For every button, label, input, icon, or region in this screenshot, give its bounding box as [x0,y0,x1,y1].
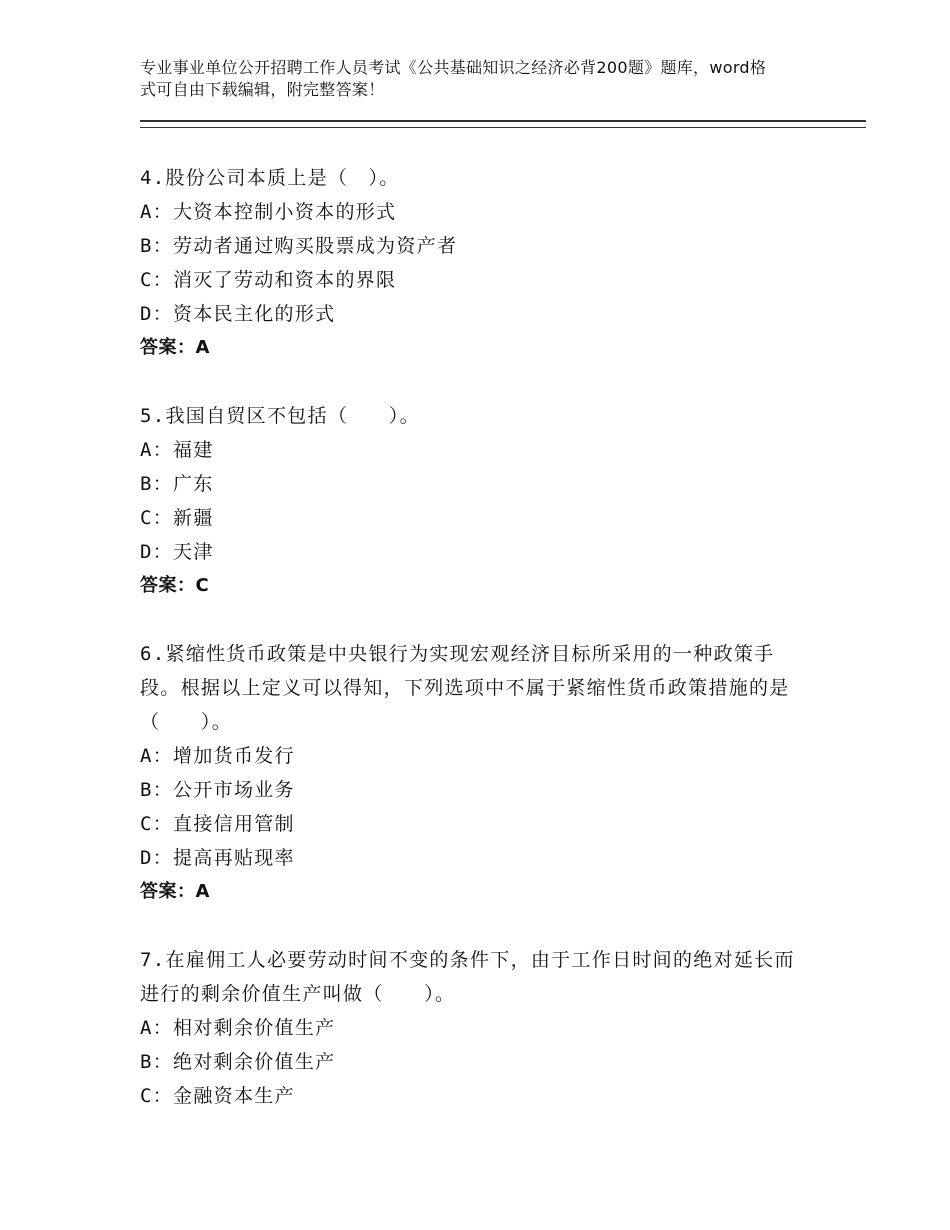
option-b: B：劳动者通过购买股票成为资产者 [140,235,458,257]
option-a: A：相对剩余价值生产 [140,1017,336,1039]
option-b: B：广东 [140,473,214,495]
option-b: B：公开市场业务 [140,779,295,801]
question-list [140,161,820,1147]
option-a: A：福建 [140,439,214,461]
question-5 [140,399,820,603]
question-4 [140,161,820,365]
question-stem: 4.股份公司本质上是（ ）。 [140,167,400,189]
option-d: D：天津 [140,541,214,563]
option-d: D：提高再贴现率 [140,847,295,869]
option-c: C：直接信用管制 [140,813,295,835]
option-a: A：增加货币发行 [140,745,295,767]
header-divider [140,120,866,128]
question-stem: 7.在雇佣工人必要劳动时间不变的条件下，由于工作日时间的绝对延长而进行的剩余价值生产叫做（ ）。 [140,949,795,1005]
option-c: C：金融资本生产 [140,1085,295,1107]
question-7 [140,943,820,1113]
question-stem: 6.紧缩性货币政策是中央银行为实现宏观经济目标所采用的一种政策手段。根据以上定义可以得知，下列选项中不属于紧缩性货币政策措施的是（ ）。 [140,643,790,733]
option-c: C：新疆 [140,507,214,529]
answer-label: 答案：C [140,575,210,596]
answer-label: 答案：A [140,881,210,902]
question-6 [140,637,820,909]
answer-label: 答案：A [140,337,210,358]
option-d: D：资本民主化的形式 [140,303,336,325]
question-stem: 5.我国自贸区不包括（ ）。 [140,405,420,427]
option-a: A：大资本控制小资本的形式 [140,201,397,223]
document-header-title: 专业事业单位公开招聘工作人员考试《公共基础知识之经济必背200题》题库，word格式可自由下载编辑，附完整答案！ [140,58,767,99]
option-b: B：绝对剩余价值生产 [140,1051,336,1073]
option-c: C：消灭了劳动和资本的界限 [140,269,397,291]
